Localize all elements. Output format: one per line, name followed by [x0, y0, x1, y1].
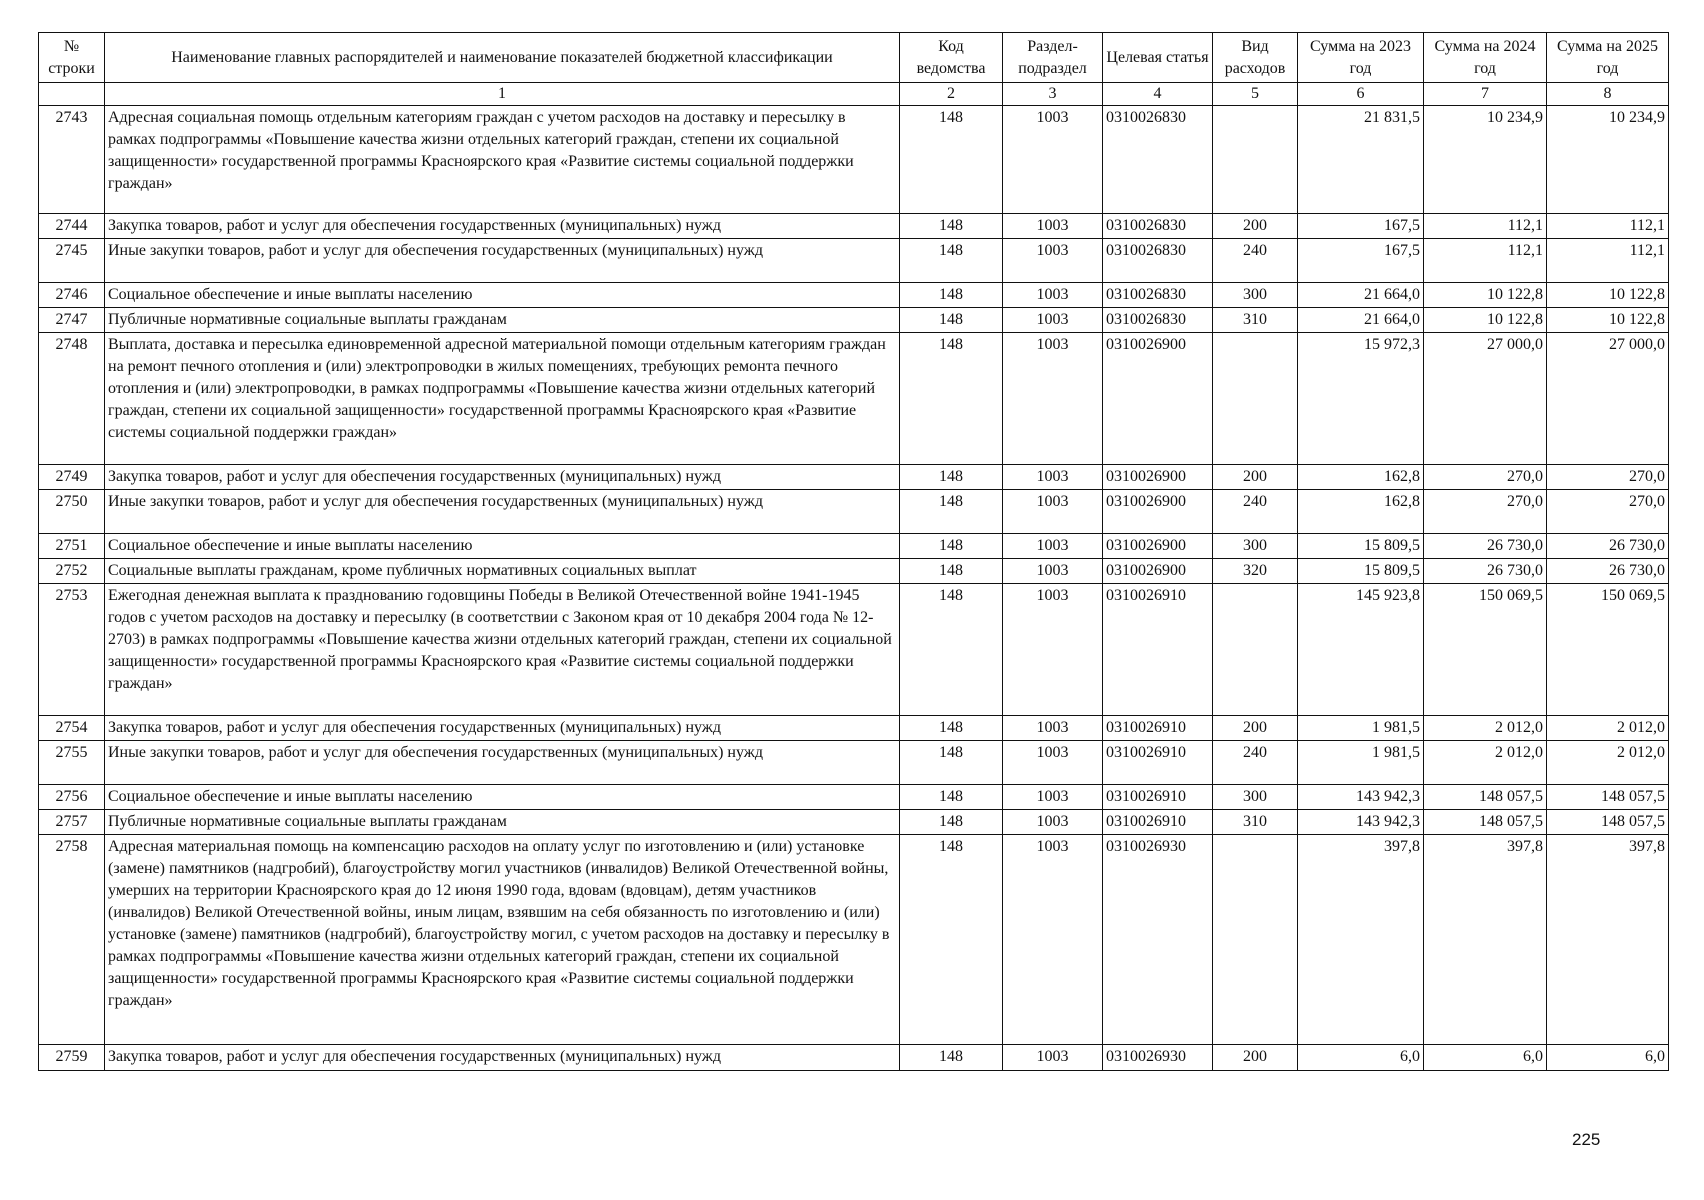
row-target: 0310026830: [1103, 214, 1213, 239]
index-cell: 1: [105, 83, 900, 106]
row-type: 300: [1213, 534, 1298, 559]
row-amount-2025: 148 057,5: [1547, 785, 1669, 810]
table-row: [39, 465, 1669, 490]
row-amount-2025: 112,1: [1547, 214, 1669, 239]
table-row: [39, 559, 1669, 584]
table-row: [39, 584, 1669, 716]
row-amount-2024: 26 730,0: [1424, 534, 1547, 559]
row-number: 2745: [39, 239, 105, 283]
row-type: 200: [1213, 716, 1298, 741]
row-code: 148: [900, 584, 1003, 716]
table-row: [39, 1045, 1669, 1071]
row-section: 1003: [1003, 534, 1103, 559]
row-name: Адресная социальная помощь отдельным категориям граждан с учетом расходов на доставку и пересылку в рамках подпрограммы «Повышение качества жизни отдельных категорий граждан, степени их социальной защищенности» государственной программы Красноярского края «Развитие системы социальной поддержки граждан»: [105, 106, 900, 214]
row-name: Адресная материальная помощь на компенсацию расходов на оплату услуг по изготовлению и (или) установке (замене) памятников (надгробий), благоустройству могил участников (инвалидов) Великой Отечественной войны, умерших на территории Красноярского края до 12 июня 1990 года, вдовам (вдовцам), детям участников (инвалидов) Великой Отечественной войны, иным лицам, взявшим на себя обязанность по изготовлению и (или) установке (замене) памятников (надгробий), благоустройству могил, с учетом расходов на доставку и пересылку в рамках подпрограммы «Повышение качества жизни отдельных категорий граждан, степени их социальной защищенности» государственной программы Красноярского края «Развитие системы социальной поддержки граждан»: [105, 835, 900, 1045]
row-amount-2023: 15 809,5: [1298, 534, 1424, 559]
row-target: 0310026830: [1103, 106, 1213, 214]
table-row: [39, 835, 1669, 1045]
row-amount-2023: 162,8: [1298, 465, 1424, 490]
index-cell: 5: [1213, 83, 1298, 106]
table-row: [39, 106, 1669, 214]
row-amount-2023: 15 809,5: [1298, 559, 1424, 584]
row-type: 310: [1213, 308, 1298, 333]
row-name: Публичные нормативные социальные выплаты гражданам: [105, 308, 900, 333]
row-target: 0310026830: [1103, 308, 1213, 333]
row-code: 148: [900, 308, 1003, 333]
row-target: 0310026900: [1103, 559, 1213, 584]
row-number: 2744: [39, 214, 105, 239]
row-number: 2743: [39, 106, 105, 214]
row-target: 0310026900: [1103, 490, 1213, 534]
row-amount-2023: 6,0: [1298, 1045, 1424, 1071]
index-cell: 8: [1547, 83, 1669, 106]
row-type: [1213, 584, 1298, 716]
row-target: 0310026910: [1103, 785, 1213, 810]
row-section: 1003: [1003, 490, 1103, 534]
row-number: 2752: [39, 559, 105, 584]
row-name: Социальное обеспечение и иные выплаты населению: [105, 785, 900, 810]
row-section: 1003: [1003, 283, 1103, 308]
row-code: 148: [900, 1045, 1003, 1071]
row-type: [1213, 333, 1298, 465]
row-code: 148: [900, 835, 1003, 1045]
row-code: 148: [900, 106, 1003, 214]
row-target: 0310026900: [1103, 534, 1213, 559]
row-type: 310: [1213, 810, 1298, 835]
row-number: 2751: [39, 534, 105, 559]
row-amount-2024: 10 122,8: [1424, 308, 1547, 333]
row-section: 1003: [1003, 785, 1103, 810]
header-code: Код ведомства: [900, 33, 1003, 83]
row-code: 148: [900, 490, 1003, 534]
row-section: 1003: [1003, 1045, 1103, 1071]
row-amount-2025: 10 122,8: [1547, 283, 1669, 308]
table-row: [39, 785, 1669, 810]
header-2023: Сумма на 2023 год: [1298, 33, 1424, 83]
table-row: [39, 716, 1669, 741]
row-target: 0310026900: [1103, 333, 1213, 465]
index-cell: 4: [1103, 83, 1213, 106]
row-amount-2024: 148 057,5: [1424, 785, 1547, 810]
row-name: Иные закупки товаров, работ и услуг для обеспечения государственных (муниципальных) нужд: [105, 490, 900, 534]
row-amount-2025: 26 730,0: [1547, 534, 1669, 559]
index-cell: [39, 83, 105, 106]
header-row: [39, 33, 1669, 83]
row-target: 0310026900: [1103, 465, 1213, 490]
index-cell: 2: [900, 83, 1003, 106]
row-number: 2758: [39, 835, 105, 1045]
row-name: Закупка товаров, работ и услуг для обеспечения государственных (муниципальных) нужд: [105, 716, 900, 741]
row-section: 1003: [1003, 214, 1103, 239]
row-amount-2025: 270,0: [1547, 490, 1669, 534]
row-code: 148: [900, 333, 1003, 465]
row-section: 1003: [1003, 716, 1103, 741]
row-section: 1003: [1003, 835, 1103, 1045]
row-code: 148: [900, 214, 1003, 239]
row-type: [1213, 835, 1298, 1045]
table-row: [39, 810, 1669, 835]
row-amount-2025: 6,0: [1547, 1045, 1669, 1071]
row-type: 200: [1213, 1045, 1298, 1071]
row-target: 0310026910: [1103, 741, 1213, 785]
row-amount-2023: 21 664,0: [1298, 283, 1424, 308]
header-2024: Сумма на 2024 год: [1424, 33, 1547, 83]
row-number: 2756: [39, 785, 105, 810]
row-target: 0310026830: [1103, 239, 1213, 283]
row-code: 148: [900, 465, 1003, 490]
table-row: [39, 333, 1669, 465]
row-type: 240: [1213, 239, 1298, 283]
row-number: 2759: [39, 1045, 105, 1071]
row-amount-2025: 150 069,5: [1547, 584, 1669, 716]
row-amount-2024: 150 069,5: [1424, 584, 1547, 716]
row-code: 148: [900, 810, 1003, 835]
row-amount-2024: 270,0: [1424, 465, 1547, 490]
header-2025: Сумма на 2025 год: [1547, 33, 1669, 83]
row-target: 0310026930: [1103, 1045, 1213, 1071]
row-section: 1003: [1003, 559, 1103, 584]
row-type: 300: [1213, 785, 1298, 810]
header-row-no: № строки: [39, 33, 105, 83]
row-code: 148: [900, 559, 1003, 584]
table-body: [39, 106, 1669, 1071]
table-row: [39, 741, 1669, 785]
row-amount-2025: 112,1: [1547, 239, 1669, 283]
row-type: 240: [1213, 741, 1298, 785]
row-number: 2755: [39, 741, 105, 785]
row-amount-2024: 2 012,0: [1424, 716, 1547, 741]
row-name: Закупка товаров, работ и услуг для обеспечения государственных (муниципальных) нужд: [105, 214, 900, 239]
row-name: Иные закупки товаров, работ и услуг для обеспечения государственных (муниципальных) нужд: [105, 239, 900, 283]
row-name: Закупка товаров, работ и услуг для обеспечения государственных (муниципальных) нужд: [105, 1045, 900, 1071]
row-number: 2749: [39, 465, 105, 490]
row-name: Социальное обеспечение и иные выплаты населению: [105, 534, 900, 559]
row-name: Иные закупки товаров, работ и услуг для обеспечения государственных (муниципальных) нужд: [105, 741, 900, 785]
row-type: 200: [1213, 465, 1298, 490]
row-section: 1003: [1003, 333, 1103, 465]
row-amount-2023: 162,8: [1298, 490, 1424, 534]
row-amount-2023: 167,5: [1298, 239, 1424, 283]
table-row: [39, 490, 1669, 534]
row-amount-2024: 270,0: [1424, 490, 1547, 534]
row-code: 148: [900, 741, 1003, 785]
row-amount-2025: 10 122,8: [1547, 308, 1669, 333]
row-amount-2025: 27 000,0: [1547, 333, 1669, 465]
index-cell: 3: [1003, 83, 1103, 106]
table-row: [39, 214, 1669, 239]
row-amount-2023: 21 664,0: [1298, 308, 1424, 333]
row-amount-2025: 148 057,5: [1547, 810, 1669, 835]
row-number: 2754: [39, 716, 105, 741]
table-row: [39, 239, 1669, 283]
row-name: Ежегодная денежная выплата к празднованию годовщины Победы в Великой Отечественной войне 1941-1945 годов с учетом расходов на доставку и пересылку (в соответствии с Законом края от 10 декабря 2004 года № 12-2703) в рамках подпрограммы «Повышение качества жизни отдельных категорий граждан, степени их социальной защищенности» государственной программы Красноярского края «Развитие системы социальной поддержки граждан»: [105, 584, 900, 716]
index-cell: 6: [1298, 83, 1424, 106]
row-code: 148: [900, 283, 1003, 308]
row-amount-2025: 2 012,0: [1547, 741, 1669, 785]
row-amount-2023: 143 942,3: [1298, 810, 1424, 835]
row-amount-2025: 397,8: [1547, 835, 1669, 1045]
row-amount-2023: 21 831,5: [1298, 106, 1424, 214]
row-section: 1003: [1003, 465, 1103, 490]
row-section: 1003: [1003, 106, 1103, 214]
row-amount-2025: 26 730,0: [1547, 559, 1669, 584]
row-type: 300: [1213, 283, 1298, 308]
row-code: 148: [900, 785, 1003, 810]
row-amount-2023: 167,5: [1298, 214, 1424, 239]
row-name: Выплата, доставка и пересылка единовременной адресной материальной помощи отдельным категориям граждан на ремонт печного отопления и (или) электропроводки в жилых помещениях, требующих ремонта печного отопления и (или) электропроводки, в рамках подпрограммы «Повышение качества жизни отдельных категорий граждан, степени их социальной защищенности» государственной программы Красноярского края «Развитие системы социальной поддержки граждан»: [105, 333, 900, 465]
header-name: Наименование главных распорядителей и наименование показателей бюджетной классификации: [105, 33, 900, 83]
row-number: 2750: [39, 490, 105, 534]
row-number: 2746: [39, 283, 105, 308]
row-code: 148: [900, 716, 1003, 741]
row-number: 2747: [39, 308, 105, 333]
row-amount-2024: 26 730,0: [1424, 559, 1547, 584]
row-name: Социальные выплаты гражданам, кроме публичных нормативных социальных выплат: [105, 559, 900, 584]
row-amount-2023: 15 972,3: [1298, 333, 1424, 465]
header-type: Вид расходов: [1213, 33, 1298, 83]
budget-table: [38, 32, 1669, 1071]
row-amount-2025: 10 234,9: [1547, 106, 1669, 214]
row-amount-2025: 270,0: [1547, 465, 1669, 490]
row-type: 200: [1213, 214, 1298, 239]
header-target: Целевая статья: [1103, 33, 1213, 83]
row-name: Социальное обеспечение и иные выплаты населению: [105, 283, 900, 308]
row-amount-2024: 112,1: [1424, 214, 1547, 239]
row-name: Закупка товаров, работ и услуг для обеспечения государственных (муниципальных) нужд: [105, 465, 900, 490]
row-type: [1213, 106, 1298, 214]
row-target: 0310026910: [1103, 716, 1213, 741]
row-amount-2023: 397,8: [1298, 835, 1424, 1045]
row-amount-2023: 1 981,5: [1298, 741, 1424, 785]
row-section: 1003: [1003, 308, 1103, 333]
row-number: 2753: [39, 584, 105, 716]
row-amount-2024: 2 012,0: [1424, 741, 1547, 785]
header-section: Раздел-подраздел: [1003, 33, 1103, 83]
row-section: 1003: [1003, 239, 1103, 283]
row-amount-2024: 397,8: [1424, 835, 1547, 1045]
row-amount-2023: 1 981,5: [1298, 716, 1424, 741]
row-section: 1003: [1003, 584, 1103, 716]
row-target: 0310026910: [1103, 584, 1213, 716]
page-number: 225: [1572, 1130, 1601, 1149]
table-row: [39, 308, 1669, 333]
row-code: 148: [900, 239, 1003, 283]
row-type: 320: [1213, 559, 1298, 584]
row-amount-2024: 27 000,0: [1424, 333, 1547, 465]
index-row: [39, 83, 1669, 106]
table-row: [39, 534, 1669, 559]
row-amount-2023: 145 923,8: [1298, 584, 1424, 716]
row-name: Публичные нормативные социальные выплаты гражданам: [105, 810, 900, 835]
row-target: 0310026930: [1103, 835, 1213, 1045]
row-section: 1003: [1003, 741, 1103, 785]
row-amount-2024: 6,0: [1424, 1045, 1547, 1071]
row-amount-2024: 112,1: [1424, 239, 1547, 283]
row-amount-2024: 10 234,9: [1424, 106, 1547, 214]
row-number: 2757: [39, 810, 105, 835]
row-target: 0310026830: [1103, 283, 1213, 308]
row-number: 2748: [39, 333, 105, 465]
row-amount-2025: 2 012,0: [1547, 716, 1669, 741]
row-amount-2023: 143 942,3: [1298, 785, 1424, 810]
row-code: 148: [900, 534, 1003, 559]
row-type: 240: [1213, 490, 1298, 534]
table-row: [39, 283, 1669, 308]
index-cell: 7: [1424, 83, 1547, 106]
row-amount-2024: 10 122,8: [1424, 283, 1547, 308]
row-section: 1003: [1003, 810, 1103, 835]
row-amount-2024: 148 057,5: [1424, 810, 1547, 835]
row-target: 0310026910: [1103, 810, 1213, 835]
